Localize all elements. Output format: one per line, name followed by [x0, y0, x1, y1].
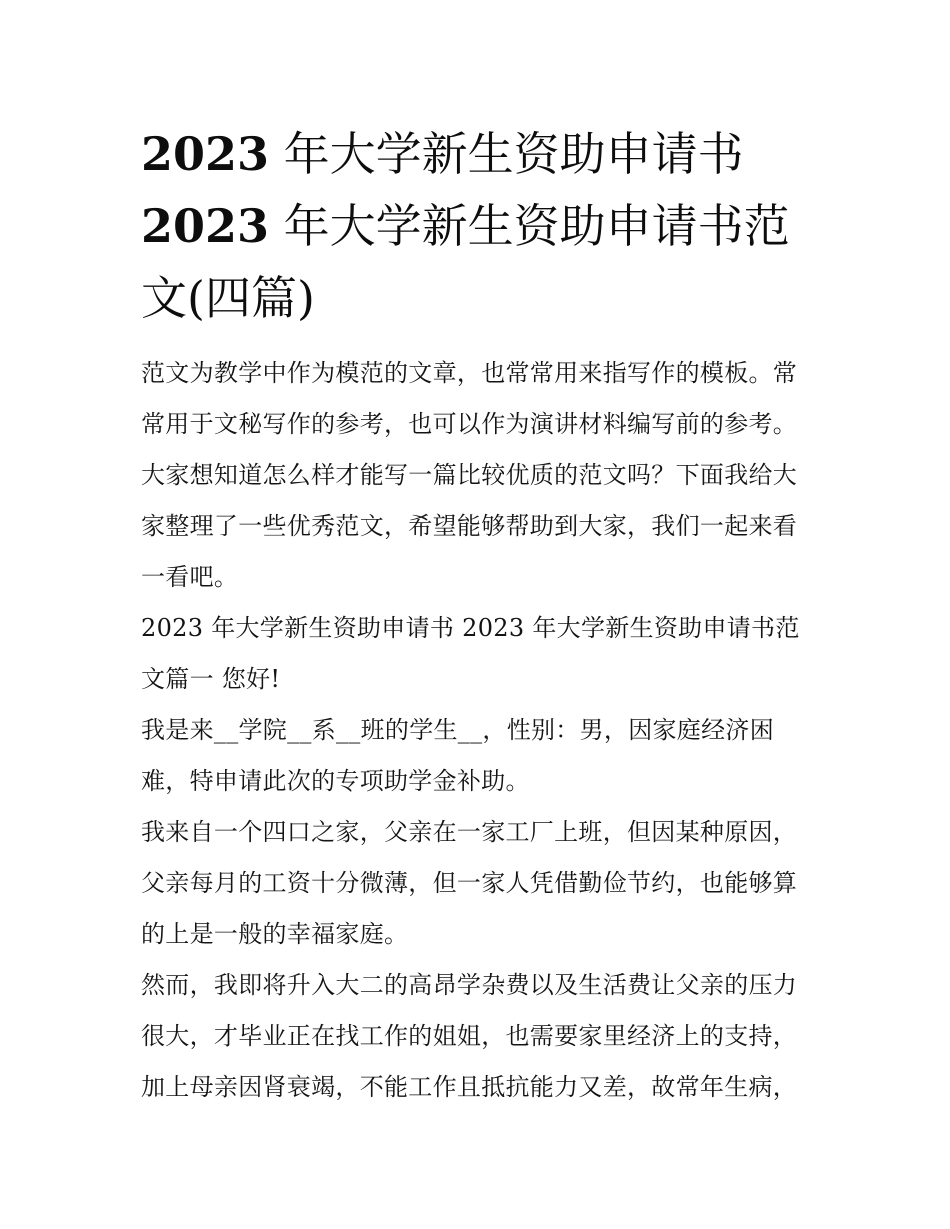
- paragraph-difficulty: 然而，我即将升入大二的高昂学杂费以及生活费让父亲的压力很大，才毕业正在找工作的姐姐，也需要家里经济上的支持，加上母亲因肾衰竭，不能工作且抵抗能力又差，故常年生病，: [141, 971, 798, 1101]
- title-year-2: 2023: [141, 199, 270, 253]
- document-title: [141, 118, 813, 334]
- title-year-1: 2023: [141, 127, 270, 181]
- title-text-3: 文(四篇): [141, 271, 315, 325]
- paragraph-family: 我来自一个四口之家，父亲在一家工厂上班，但因某种原因，父亲每月的工资十分微薄，但一家人凭借勤俭节约，也能够算的上是一般的幸福家庭。: [141, 818, 798, 948]
- document-body: [141, 118, 813, 1113]
- title-text-2: 年大学新生资助申请书范: [269, 199, 790, 253]
- paragraph-heading: 2023 年大学新生资助申请书 2023 年大学新生资助申请书范文篇一 您好!: [141, 614, 800, 693]
- paragraph-intro: 范文为教学中作为模范的文章，也常常用来指写作的模板。常常用于文秘写作的参考，也可以作为演讲材料编写前的参考。大家想知道怎么样才能写一篇比较优质的范文吗？下面我给大家整理了一些优秀范文，希望能够帮助到大家，我们一起来看一看吧。: [141, 359, 798, 591]
- title-text-1: 年大学新生资助申请书: [269, 127, 744, 181]
- paragraph-student-info: 我是来__学院__系__班的学生__，性别：男，因家庭经济困难，特申请此次的专项助学金补助。: [141, 716, 774, 795]
